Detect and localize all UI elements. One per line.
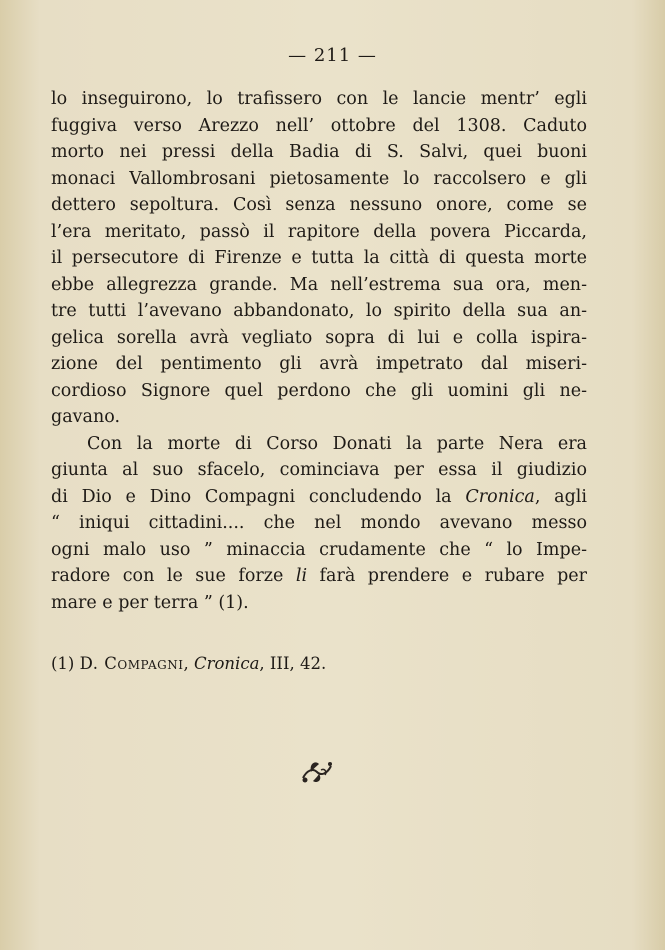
text-run: farà prendere e rubare per [307,566,587,586]
text-run: radore con le sue forze [51,566,296,586]
footnote-title: Cronica [193,654,260,673]
text-run: , agli [534,486,587,507]
text-line: gavano. [51,407,121,427]
text-line [51,563,587,590]
text-line: morto nei pressi della Badia di S. Salvi, quei buoni [51,142,587,162]
page-number: — 211 — [288,45,377,66]
cronica-title-italic: Cronica [465,486,535,507]
text-line: l’era meritato, passò il rapitore della povera Piccarda, [51,221,587,242]
footnote-reference: , III, 42. [259,654,327,673]
text-line: mare e per terra ” (1). [51,592,249,613]
footnote-separator: , [183,654,194,673]
ornament-fleuron-icon [297,752,337,788]
text-line [51,484,587,511]
footnote [51,654,326,673]
text-line: lo inseguirono, lo trafissero con le lancie mentr’ egli [51,89,587,109]
paragraph-1 [51,86,587,431]
text-line: tre tutti l’avevano abbandonato, lo spirito della sua an- [51,301,587,321]
italic-word: li [295,566,308,586]
paragraph-2 [51,431,587,617]
text-line: cordioso Signore quel perdono che gli uomini gli ne- [51,380,587,401]
footnote-author: D. Compagni [79,654,184,673]
text-run: di Dio e Dino Compagni concludendo la [51,486,466,507]
text-line: dettero sepoltura. Così senza nessuno onore, come se [51,195,587,215]
text-line: gelica sorella avrà vegliato sopra di lui e colla ispira- [51,327,587,348]
text-line: zione del pentimento gli avrà impetrato dal miseri- [51,354,587,374]
text-line: il persecutore di Firenze e tutta la città di questa morte [51,248,587,268]
text-line: ebbe allegrezza grande. Ma nell’estrema sua ora, men- [51,274,587,295]
text-line: fuggiva verso Arezzo nell’ ottobre del 1308. Caduto [51,115,587,136]
text-line: giunta al suo sfacelo, cominciava per essa il giudizio [51,460,587,480]
text-line: monaci Vallombrosani pietosamente lo raccolsero e gli [51,168,587,189]
text-line: “ iniqui cittadini.... che nel mondo avevano messo [51,513,587,533]
footnote-marker: (1) [51,654,75,673]
text-line: Con la morte di Corso Donati la parte Nera era [87,433,587,454]
text-line: ogni malo uso ” minaccia crudamente che “ lo Impe- [51,539,587,560]
body-text [51,86,587,616]
